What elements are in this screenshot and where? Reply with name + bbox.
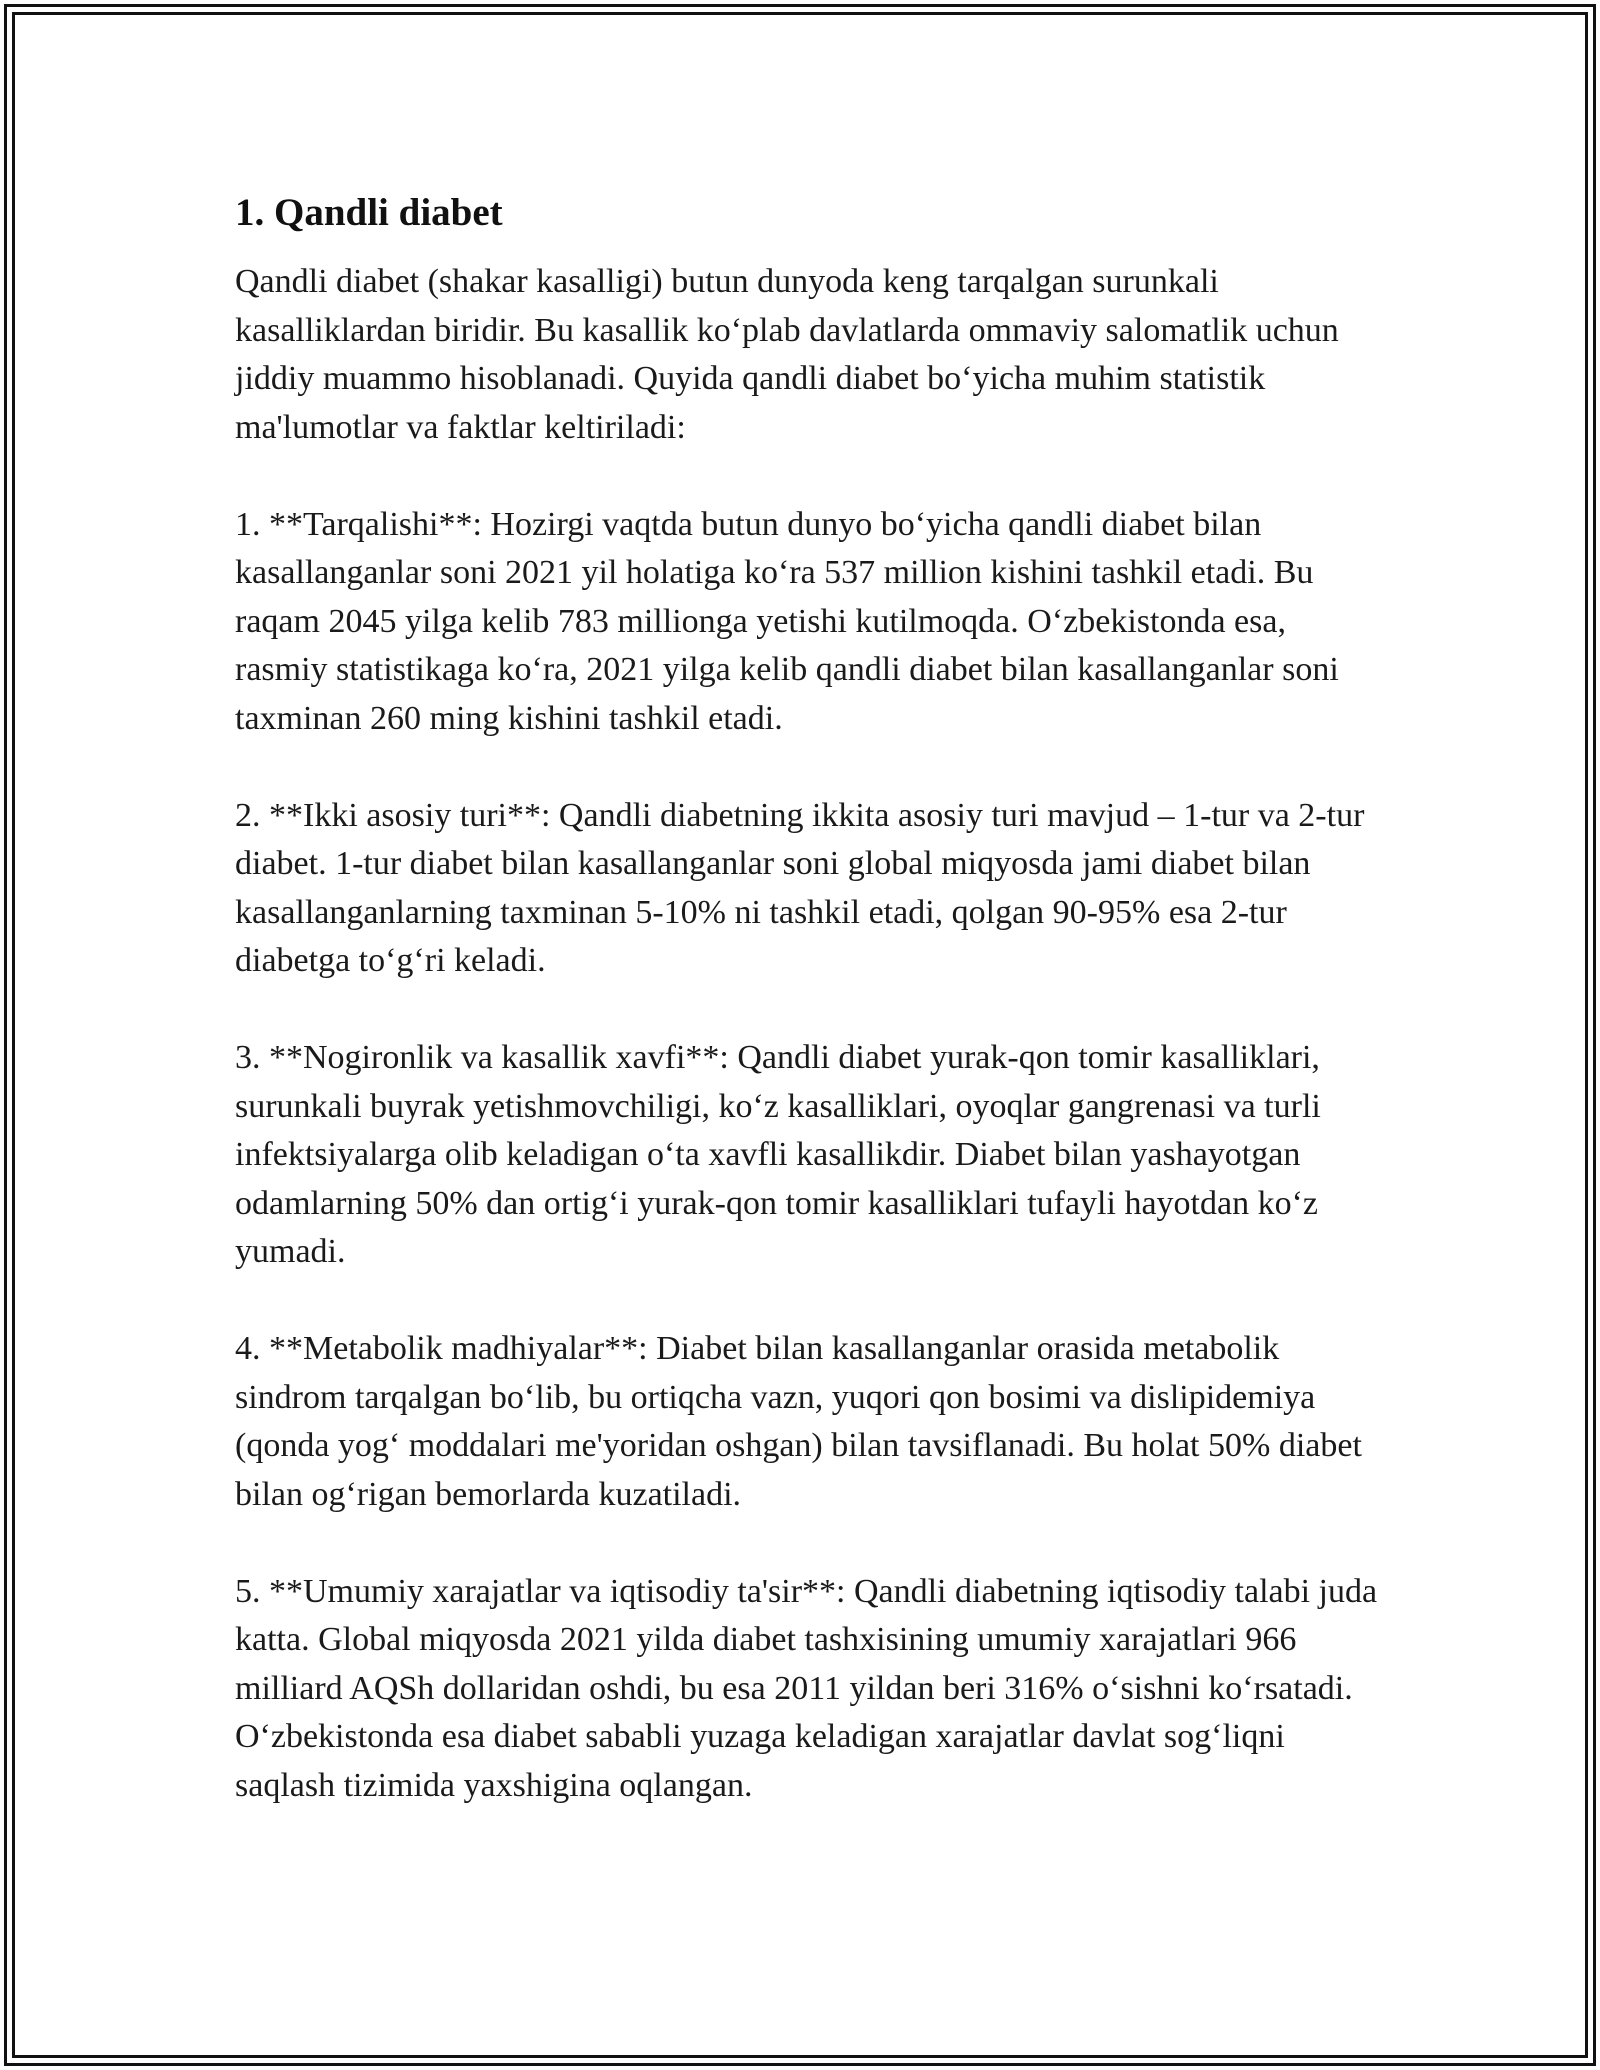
document-title: 1. Qandli diabet	[235, 191, 503, 234]
list-item: 3. **Nogironlik va kasallik xavfi**: Qandli diabet yurak-qon tomir kasalliklari, surunkali buyrak yetishmovchiligi, ko‘z kasalliklari, oyoqlar gangrenasi va turli infektsiyalarga olib keladigan o‘ta xavfli kasallikdir. Diabet bilan yashayotgan odamlarning 50% dan ortig‘i yurak-qon tomir kasalliklari tufayli hayotdan ko‘z yumadi.	[235, 1039, 1321, 1270]
list-item: 1. **Tarqalishi**: Hozirgi vaqtda butun dunyo bo‘yicha qandli diabet bilan kasallanganlar soni 2021 yil holatiga ko‘ra 537 million kishini tashkil etadi. Bu raqam 2045 yilga kelib 783 millionga yetishi kutilmoqda. O‘zbekistonda esa, rasmiy statistikaga ko‘ra, 2021 yilga kelib qandli diabet bilan kasallanganlar soni taxminan 260 ming kishini tashkil etadi.	[235, 505, 1339, 737]
list-item: 2. **Ikki asosiy turi**: Qandli diabetning ikkita asosiy turi mavjud – 1-tur va 2-tur diabet. 1-tur diabet bilan kasallanganlar soni global miqyosda jami diabet bilan kasallanganlarning taxminan 5-10% ni tashkil etadi, qolgan 90-95% esa 2-tur diabetga to‘g‘ri keladi.	[235, 796, 1365, 979]
list-item: 5. **Umumiy xarajatlar va iqtisodiy ta'sir**: Qandli diabetning iqtisodiy talabi juda katta. Global miqyosda 2021 yilda diabet tashxisining umumiy xarajatlari 966 milliard AQSh dollaridan oshdi, bu esa 2011 yildan beri 316% o‘sishni ko‘rsatadi. O‘zbekistonda esa diabet sababli yuzaga keladigan xarajatlar davlat sog‘liqni saqlash tizimida yaxshigina oqlangan.	[235, 1572, 1378, 1804]
intro-paragraph: Qandli diabet (shakar kasalligi) butun dunyoda keng tarqalgan surunkali kasalliklardan biridir. Bu kasallik ko‘plab davlatlarda ommaviy salomatlik uchun jiddiy muammo hisoblanadi. Quyida qandli diabet bo‘yicha muhim statistik ma'lumotlar va faktlar keltiriladi:	[235, 263, 1339, 446]
list-item: 4. **Metabolik madhiyalar**: Diabet bilan kasallanganlar orasida metabolik sindrom tarqalgan bo‘lib, bu ortiqcha vazn, yuqori qon bosimi va dislipidemiya (qonda yog‘ moddalari me'yoridan oshgan) bilan tavsiflanadi. Bu holat 50% diabet bilan og‘rigan bemorlarda kuzatiladi.	[235, 1330, 1362, 1513]
document-body	[235, 188, 1385, 1810]
